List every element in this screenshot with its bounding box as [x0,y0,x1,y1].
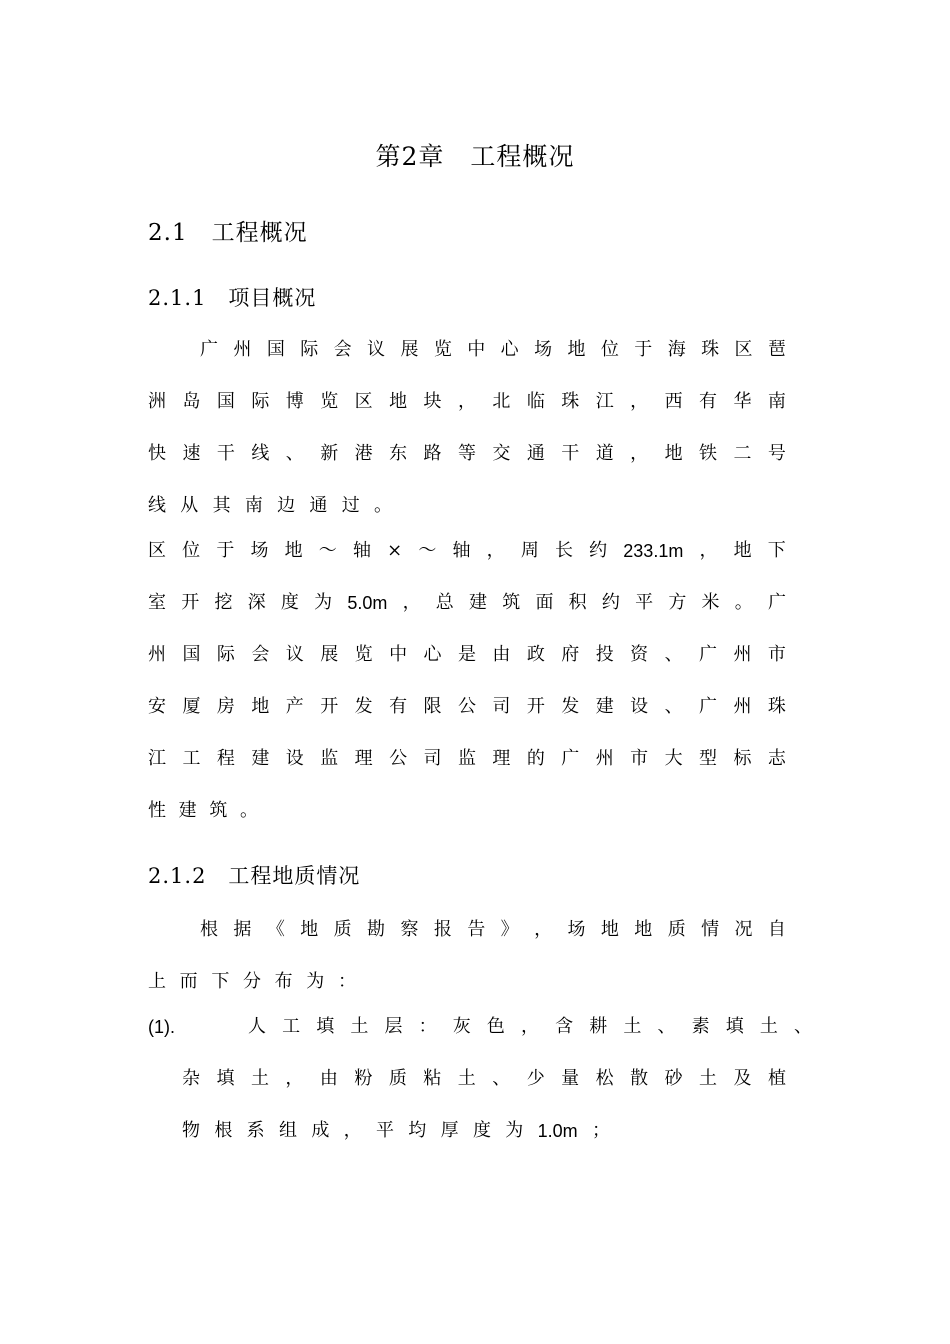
paragraph-line: 室 开 挖 深 度 为 5.0m ， 总 建 筑 面 积 约 平 方 米 。 广 [148,592,786,613]
paragraph-line: 洲 岛 国 际 博 览 区 地 块 ， 北 临 珠 江 ， 西 有 华 南 [148,391,786,412]
subsection-heading-geology: 2.1.2 工程地质情况 [148,864,361,888]
paragraph-line: 安 厦 房 地 产 开 发 有 限 公 司 开 发 建 设 、 广 州 珠 [148,696,786,717]
paragraph-line: 线 从 其 南 边 通 过 。 [148,495,392,516]
paragraph-line: 区 位 于 场 地 ～ 轴 × ～ 轴 ， 周 长 约 233.1m ， 地 下 [148,540,786,561]
paragraph-line: 上 而 下 分 布 为 ： [148,971,356,992]
paragraph-line: 根 据 《 地 质 勘 察 报 告 》 ， 场 地 地 质 情 况 自 [200,919,786,940]
chapter-title: 第2章 工程概况 [375,142,575,171]
list-item-label: (1). [148,1017,175,1037]
paragraph-line: 广 州 国 际 会 议 展 览 中 心 场 地 位 于 海 珠 区 琶 [200,339,786,360]
paragraph-line: 江 工 程 建 设 监 理 公 司 监 理 的 广 州 市 大 型 标 志 [148,748,786,769]
list-item-line: 物 根 系 组 成 ， 平 均 厚 度 为 1.0m ； [182,1120,610,1141]
paragraph-line: 性 建 筑 。 [148,800,258,821]
paragraph-line: 州 国 际 会 议 展 览 中 心 是 由 政 府 投 资 、 广 州 市 [148,644,786,665]
section-heading: 2.1 工程概况 [148,220,308,246]
paragraph-line: 快 速 干 线 、 新 港 东 路 等 交 通 干 道 ， 地 铁 二 号 [148,443,786,464]
subsection-heading-project-overview: 2.1.1 项目概况 [148,286,317,310]
list-item-line: 人 工 填 土 层 ： 灰 色 ， 含 耕 土 、 素 填 土 、 [248,1016,812,1037]
list-item-line: 杂 填 土 ， 由 粉 质 粘 土 、 少 量 松 散 砂 土 及 植 [182,1068,786,1089]
